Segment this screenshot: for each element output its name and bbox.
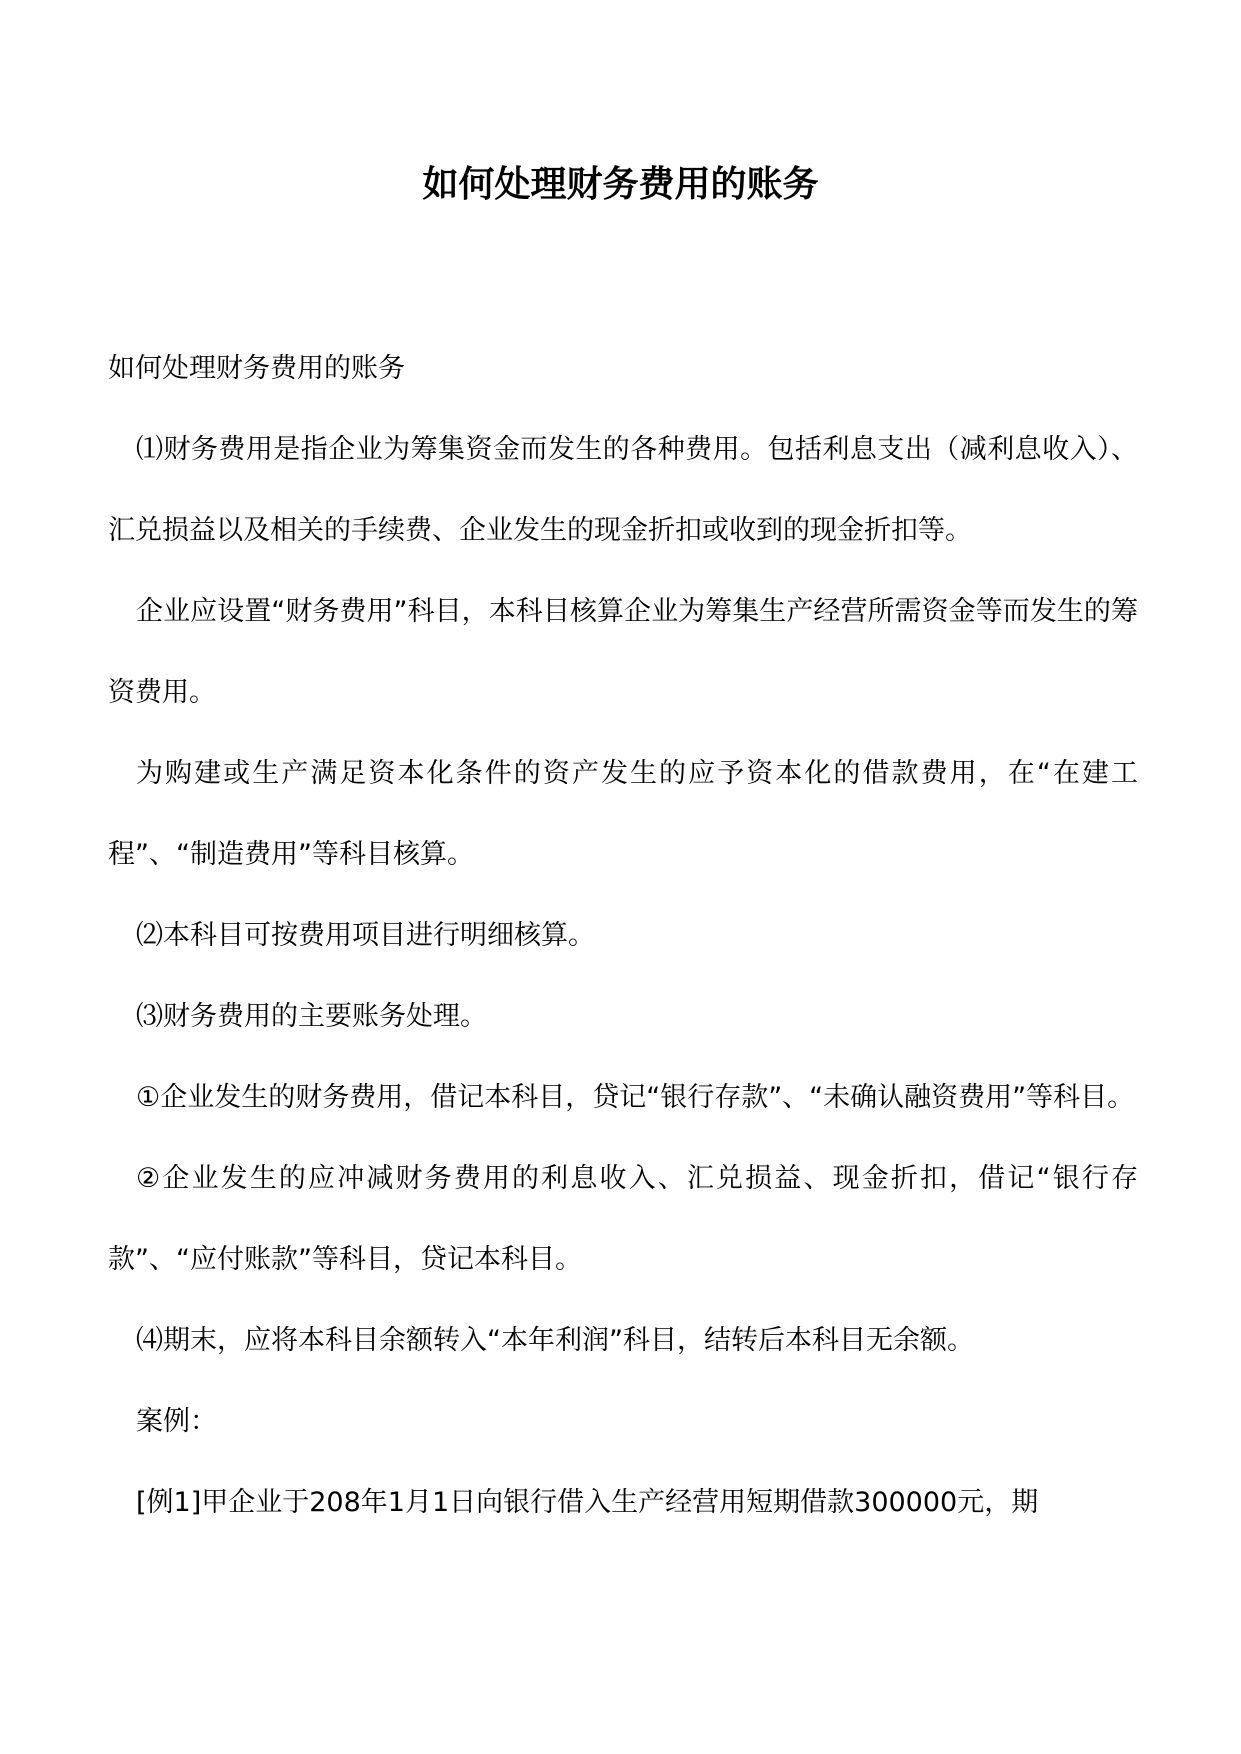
paragraph-case-label: 案例： <box>136 1406 217 1437</box>
document-body <box>108 328 1138 1543</box>
paragraph-account-setup: 企业应设置“财务费用”科目，本科目核算企业为筹集生产经营所需资金等而发生的筹资费用。 <box>108 596 1138 708</box>
paragraph-main-treatment: ⑶财务费用的主要账务处理。 <box>136 1001 487 1032</box>
paragraph-definition: ⑴财务费用是指企业为筹集资金而发生的各种费用。包括利息支出（减利息收入）、汇兑损益以及相关的手续费、企业发生的现金折扣或收到的现金折扣等。 <box>108 434 1138 546</box>
paragraph-period-end: ⑷期末，应将本科目余额转入“本年利润”科目，结转后本科目无余额。 <box>136 1325 974 1356</box>
paragraph-heading: 如何处理财务费用的账务 <box>108 353 405 384</box>
paragraph-credit-entry: ②企业发生的应冲减财务费用的利息收入、汇兑损益、现金折扣，借记“银行存款”、“应付账款”等科目，贷记本科目。 <box>108 1163 1138 1275</box>
paragraph-detail-accounting: ⑵本科目可按费用项目进行明细核算。 <box>136 920 595 951</box>
document-title: 如何处理财务费用的账务 <box>422 164 819 205</box>
paragraph-debit-entry: ①企业发生的财务费用，借记本科目，贷记“银行存款”、“未确认融资费用”等科目。 <box>136 1082 1135 1113</box>
paragraph-capitalization: 为购建或生产满足资本化条件的资产发生的应予资本化的借款费用，在“在建工程”、“制造费用”等科目核算。 <box>108 758 1138 870</box>
paragraph-example-1: [例1]甲企业于208年1月1日向银行借入生产经营用短期借款300000元，期 <box>136 1487 1039 1518</box>
